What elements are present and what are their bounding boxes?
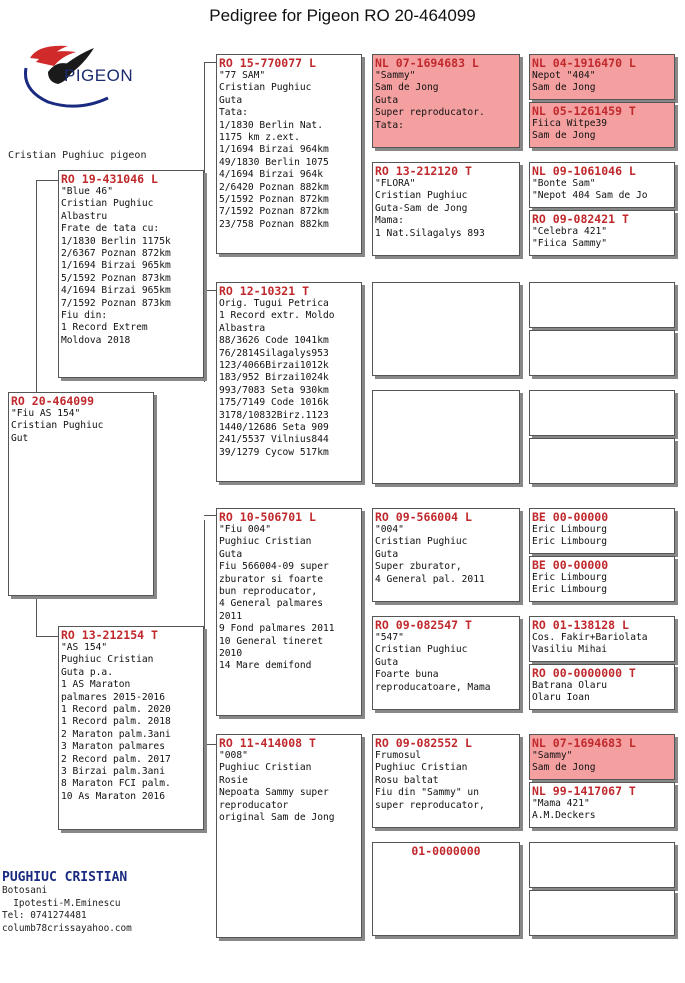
detail-line: Pughiuc Cristian bbox=[219, 762, 312, 774]
detail-line: Rosu baltat bbox=[375, 774, 439, 786]
connector bbox=[204, 515, 216, 516]
detail-line: Cristian Pughiuc bbox=[375, 536, 468, 548]
ring-number: RO 09-082547 T bbox=[375, 618, 472, 632]
gg-grandparent-card[interactable] bbox=[529, 782, 675, 828]
detail-line: Pughiuc Cristian bbox=[375, 762, 468, 774]
detail-line: reproducator bbox=[219, 799, 289, 811]
detail-line: Guta bbox=[375, 656, 399, 668]
detail-line: 2 Record palm. 2017 bbox=[61, 753, 171, 765]
ring-number: RO 09-082421 T bbox=[532, 212, 629, 226]
detail-line: Albastru bbox=[61, 210, 108, 222]
page-title: Pedigree for Pigeon RO 20-464099 bbox=[209, 6, 476, 25]
ring-number: RO 01-138128 L bbox=[532, 618, 629, 632]
detail-line: "Blue 46" bbox=[61, 186, 113, 197]
great-grandparent-card[interactable] bbox=[372, 282, 520, 376]
gg-grandparent-card[interactable] bbox=[529, 664, 675, 710]
detail-line: 1 Record extr. Moldo bbox=[219, 310, 335, 322]
gg-grandparent-card[interactable] bbox=[529, 390, 675, 436]
ring-number: RO 13-212120 T bbox=[375, 164, 472, 178]
detail-line: "Fiica Sammy" bbox=[532, 238, 608, 250]
gg-grandparent-card[interactable] bbox=[529, 616, 675, 662]
gg-grandparent-card[interactable] bbox=[529, 556, 675, 602]
ring-number: RO 00-0000000 T bbox=[532, 666, 636, 680]
detail-line: 2/6420 Poznan 882km bbox=[219, 181, 329, 193]
detail-line: Mama: bbox=[375, 215, 404, 227]
detail-line: 1/1830 Berlin Nat. bbox=[219, 119, 323, 131]
detail-line: "77 SAM" bbox=[219, 70, 266, 81]
detail-line: Frate de tata cu: bbox=[61, 223, 160, 235]
detail-line: Cristian Pughiuc bbox=[219, 82, 312, 94]
connector bbox=[204, 290, 216, 291]
detail-line: 1 Nat.Silagalys 893 bbox=[375, 227, 485, 239]
detail-line: Cristian Pughiuc bbox=[375, 644, 468, 656]
gg-grandparent-card[interactable] bbox=[529, 508, 675, 554]
great-grandparent-card[interactable] bbox=[372, 162, 520, 256]
detail-line: 3 Birzai palm.3ani bbox=[61, 766, 165, 778]
detail-line: 76/2814Silagalys953 bbox=[219, 347, 329, 359]
detail-line: "Sammy" bbox=[375, 70, 416, 81]
detail-line: 5/1592 Poznan 872km bbox=[219, 194, 329, 206]
great-grandparent-card[interactable] bbox=[372, 616, 520, 710]
detail-line: Super zburator, bbox=[375, 561, 462, 573]
ring-number: RO 09-566004 L bbox=[375, 510, 472, 524]
detail-line: bun reproducator, bbox=[219, 586, 318, 598]
detail-line: 4 General pal. 2011 bbox=[375, 573, 485, 585]
breeder-info bbox=[2, 870, 132, 935]
detail-line: Eric Limbourg bbox=[532, 572, 608, 583]
logo-text: PIGEON bbox=[64, 66, 134, 85]
detail-line: 14 Mare demifond bbox=[219, 660, 312, 672]
detail-line: 3 Maraton palmares bbox=[61, 741, 165, 753]
detail-line: Sam de Jong bbox=[532, 130, 596, 142]
detail-line: Sam de Jong bbox=[375, 82, 439, 94]
detail-line: "AS 154" bbox=[61, 642, 108, 653]
detail-line: Cos. Fakir+Bariolata bbox=[532, 632, 648, 643]
detail-line: Tata: bbox=[219, 107, 248, 119]
detail-line: Sam de Jong bbox=[532, 762, 596, 774]
detail-line: Gut bbox=[11, 432, 29, 444]
breeder-city: Botosani bbox=[2, 885, 48, 896]
great-grandparent-card[interactable] bbox=[372, 842, 520, 936]
detail-line: 2011 bbox=[219, 610, 243, 622]
detail-line: A.M.Deckers bbox=[532, 810, 596, 822]
detail-line: 175/7149 Code 1016k bbox=[219, 397, 329, 409]
ring-number: BE 00-00000 bbox=[532, 558, 609, 572]
detail-line: 1/1830 Berlin 1175k bbox=[61, 235, 171, 247]
detail-line: Guta bbox=[375, 548, 399, 560]
gg-grandparent-card[interactable] bbox=[529, 102, 675, 148]
detail-line: 183/952 Birzai1024k bbox=[219, 372, 329, 384]
gg-grandparent-card[interactable] bbox=[529, 438, 675, 484]
sire-card[interactable] bbox=[58, 170, 204, 378]
connector bbox=[204, 62, 216, 63]
grandparent-card[interactable] bbox=[216, 508, 362, 716]
detail-line: Cristian Pughiuc bbox=[61, 198, 154, 210]
gg-grandparent-card[interactable] bbox=[529, 162, 675, 208]
detail-line: Guta bbox=[219, 548, 243, 560]
detail-line: "004" bbox=[375, 524, 404, 535]
detail-line: "Fiu AS 154" bbox=[11, 408, 81, 419]
ring-number: RO 15-770077 L bbox=[219, 56, 316, 70]
detail-line: Nepot "404" bbox=[532, 70, 596, 81]
detail-line: Moldova 2018 bbox=[61, 334, 131, 346]
detail-line: 123/4066Birzai1012k bbox=[219, 360, 329, 372]
gg-grandparent-card[interactable] bbox=[529, 282, 675, 328]
detail-line: "008" bbox=[219, 750, 248, 761]
ring-number: RO 19-431046 L bbox=[61, 172, 158, 186]
detail-line: Albastra bbox=[219, 322, 266, 334]
detail-line: "Bonte Sam" bbox=[532, 178, 596, 189]
detail-line: 1 Record palm. 2018 bbox=[61, 716, 171, 728]
detail-line: 8 Maraton FCI palm. bbox=[61, 778, 171, 790]
detail-line: 23/758 Poznan 882km bbox=[219, 218, 329, 230]
subject-card[interactable] bbox=[8, 392, 154, 596]
detail-line: 993/7083 Seta 930km bbox=[219, 384, 329, 396]
gg-grandparent-card[interactable] bbox=[529, 330, 675, 376]
ring-number: NL 04-1916470 L bbox=[532, 56, 636, 70]
detail-line: 7/1592 Poznan 873km bbox=[61, 297, 171, 309]
detail-line: 5/1592 Poznan 873km bbox=[61, 272, 171, 284]
detail-line: Fiu din "Sammy" un bbox=[375, 787, 479, 799]
detail-line: 39/1279 Cycow 517km bbox=[219, 446, 329, 458]
breeder-name: PUGHIUC CRISTIAN bbox=[2, 870, 128, 885]
detail-line: 4/1694 Birzai 964k bbox=[219, 169, 323, 181]
great-grandparent-card[interactable] bbox=[372, 390, 520, 484]
gg-grandparent-card[interactable] bbox=[529, 842, 675, 888]
connector bbox=[36, 180, 59, 393]
detail-line: reproducatoare, Mama bbox=[375, 681, 491, 693]
detail-line: 9 Fond palmares 2011 bbox=[219, 623, 335, 635]
detail-line: 88/3626 Code 1041km bbox=[219, 335, 329, 347]
detail-line: 7/1592 Poznan 872km bbox=[219, 206, 329, 218]
detail-line: Tata: bbox=[375, 119, 404, 131]
detail-line: Frumosul bbox=[375, 750, 422, 761]
detail-line: 1 Record palm. 2020 bbox=[61, 704, 171, 716]
detail-line: Fiica Witpe39 bbox=[532, 118, 608, 129]
detail-line: 4/1694 Birzai 965km bbox=[61, 285, 171, 297]
detail-line: Guta p.a. bbox=[61, 666, 113, 678]
detail-line: Fiu din: bbox=[61, 310, 108, 322]
detail-line: 1440/12686 Seta 909 bbox=[219, 422, 329, 434]
ring-number: 01-0000000 bbox=[411, 844, 481, 858]
detail-line: "Nepot 404 Sam de Jo bbox=[532, 190, 648, 202]
connector bbox=[204, 744, 216, 745]
detail-line: Eric Limbourg bbox=[532, 536, 608, 548]
ring-number: NL 05-1261459 T bbox=[532, 104, 636, 118]
detail-line: 1/1694 Birzai 965km bbox=[61, 260, 171, 272]
detail-line: Eric Limbourg bbox=[532, 524, 608, 535]
ring-number: RO 11-414008 T bbox=[219, 736, 316, 750]
dam-card[interactable] bbox=[58, 626, 204, 830]
detail-line: 1 Record Extrem bbox=[61, 322, 148, 334]
ring-number: NL 07-1694683 L bbox=[375, 56, 479, 70]
detail-line: 4 General palmares bbox=[219, 598, 323, 610]
detail-line: 3178/10832Birz.1123 bbox=[219, 409, 329, 421]
breeder-address: Ipotesti-M.Eminescu bbox=[2, 897, 121, 909]
gg-grandparent-card[interactable] bbox=[529, 734, 675, 780]
detail-line: Guta bbox=[219, 94, 243, 106]
ring-number: RO 13-212154 T bbox=[61, 628, 158, 642]
detail-line: Super reproducator. bbox=[375, 107, 485, 119]
grandparent-card[interactable] bbox=[216, 734, 362, 938]
ring-number: RO 12-10321 T bbox=[219, 284, 310, 298]
detail-line: original Sam de Jong bbox=[219, 812, 335, 824]
detail-line: "547" bbox=[375, 632, 404, 643]
ring-number: RO 20-464099 bbox=[11, 394, 95, 408]
detail-line: Sam de Jong bbox=[532, 82, 596, 94]
detail-line: "Fiu 004" bbox=[219, 524, 271, 535]
grandparent-card[interactable] bbox=[216, 282, 362, 482]
great-grandparent-card[interactable] bbox=[372, 54, 520, 148]
detail-line: 1175 km z.ext. bbox=[219, 132, 300, 144]
detail-line: Pughiuc Cristian bbox=[61, 654, 154, 666]
detail-line: zburator si foarte bbox=[219, 573, 323, 585]
ring-number: NL 09-1061046 L bbox=[532, 164, 636, 178]
gg-grandparent-card[interactable] bbox=[529, 890, 675, 936]
detail-line: "Sammy" bbox=[532, 750, 573, 761]
detail-line: Olaru Ioan bbox=[532, 692, 590, 704]
gg-grandparent-card[interactable] bbox=[529, 54, 675, 100]
ring-number: RO 09-082552 L bbox=[375, 736, 472, 750]
breeder-phone: Tel: 0741274481 bbox=[2, 910, 87, 921]
detail-line: "FLORA" bbox=[375, 178, 416, 189]
great-grandparent-card[interactable] bbox=[372, 734, 520, 828]
detail-line: Nepoata Sammy super bbox=[219, 787, 329, 799]
detail-line: palmares 2015-2016 bbox=[61, 691, 165, 703]
detail-line: Eric Limbourg bbox=[532, 584, 608, 596]
breeder-email[interactable]: columb78crissayahoo.com bbox=[2, 922, 132, 934]
detail-line: Rosie bbox=[219, 774, 248, 786]
detail-line: super reproducator, bbox=[375, 799, 485, 811]
detail-line: 1/1694 Birzai 964km bbox=[219, 144, 329, 156]
detail-line: "Mama 421" bbox=[532, 798, 590, 809]
detail-line: 2/6367 Poznan 872km bbox=[61, 248, 171, 260]
detail-line: 10 General tineret bbox=[219, 635, 323, 647]
grandparent-card[interactable] bbox=[216, 54, 362, 254]
detail-line: Foarte buna bbox=[375, 669, 439, 681]
detail-line: Guta-Sam de Jong bbox=[375, 202, 468, 214]
detail-line: 241/5537 Vilnius844 bbox=[219, 434, 329, 446]
detail-line: "Celebra 421" bbox=[532, 226, 608, 237]
owner-label: Cristian Pughiuc pigeon bbox=[8, 150, 147, 161]
detail-line: Pughiuc Cristian bbox=[219, 536, 312, 548]
detail-line: 10 As Maraton 2016 bbox=[61, 790, 165, 802]
detail-line: Orig. Tugui Petrica bbox=[219, 298, 329, 309]
ring-number: NL 99-1417067 T bbox=[532, 784, 636, 798]
ring-number: BE 00-00000 bbox=[532, 510, 609, 524]
gg-grandparent-card[interactable] bbox=[529, 210, 675, 256]
ring-number: RO 10-506701 L bbox=[219, 510, 316, 524]
detail-line: Cristian Pughiuc bbox=[375, 190, 468, 202]
detail-line: 2 Maraton palm.3ani bbox=[61, 728, 171, 740]
ring-number: NL 07-1694683 L bbox=[532, 736, 636, 750]
detail-line: Batrana Olaru bbox=[532, 680, 608, 691]
detail-line: 2010 bbox=[219, 648, 243, 660]
detail-line: Guta bbox=[375, 94, 399, 106]
detail-line: Vasiliu Mihai bbox=[532, 644, 608, 656]
connector bbox=[36, 596, 59, 637]
detail-line: Cristian Pughiuc bbox=[11, 420, 104, 432]
detail-line: Fiu 566004-09 super bbox=[219, 561, 329, 573]
great-grandparent-card[interactable] bbox=[372, 508, 520, 602]
detail-line: 49/1830 Berlin 1075 bbox=[219, 156, 329, 168]
detail-line: 1 AS Maraton bbox=[61, 679, 131, 691]
